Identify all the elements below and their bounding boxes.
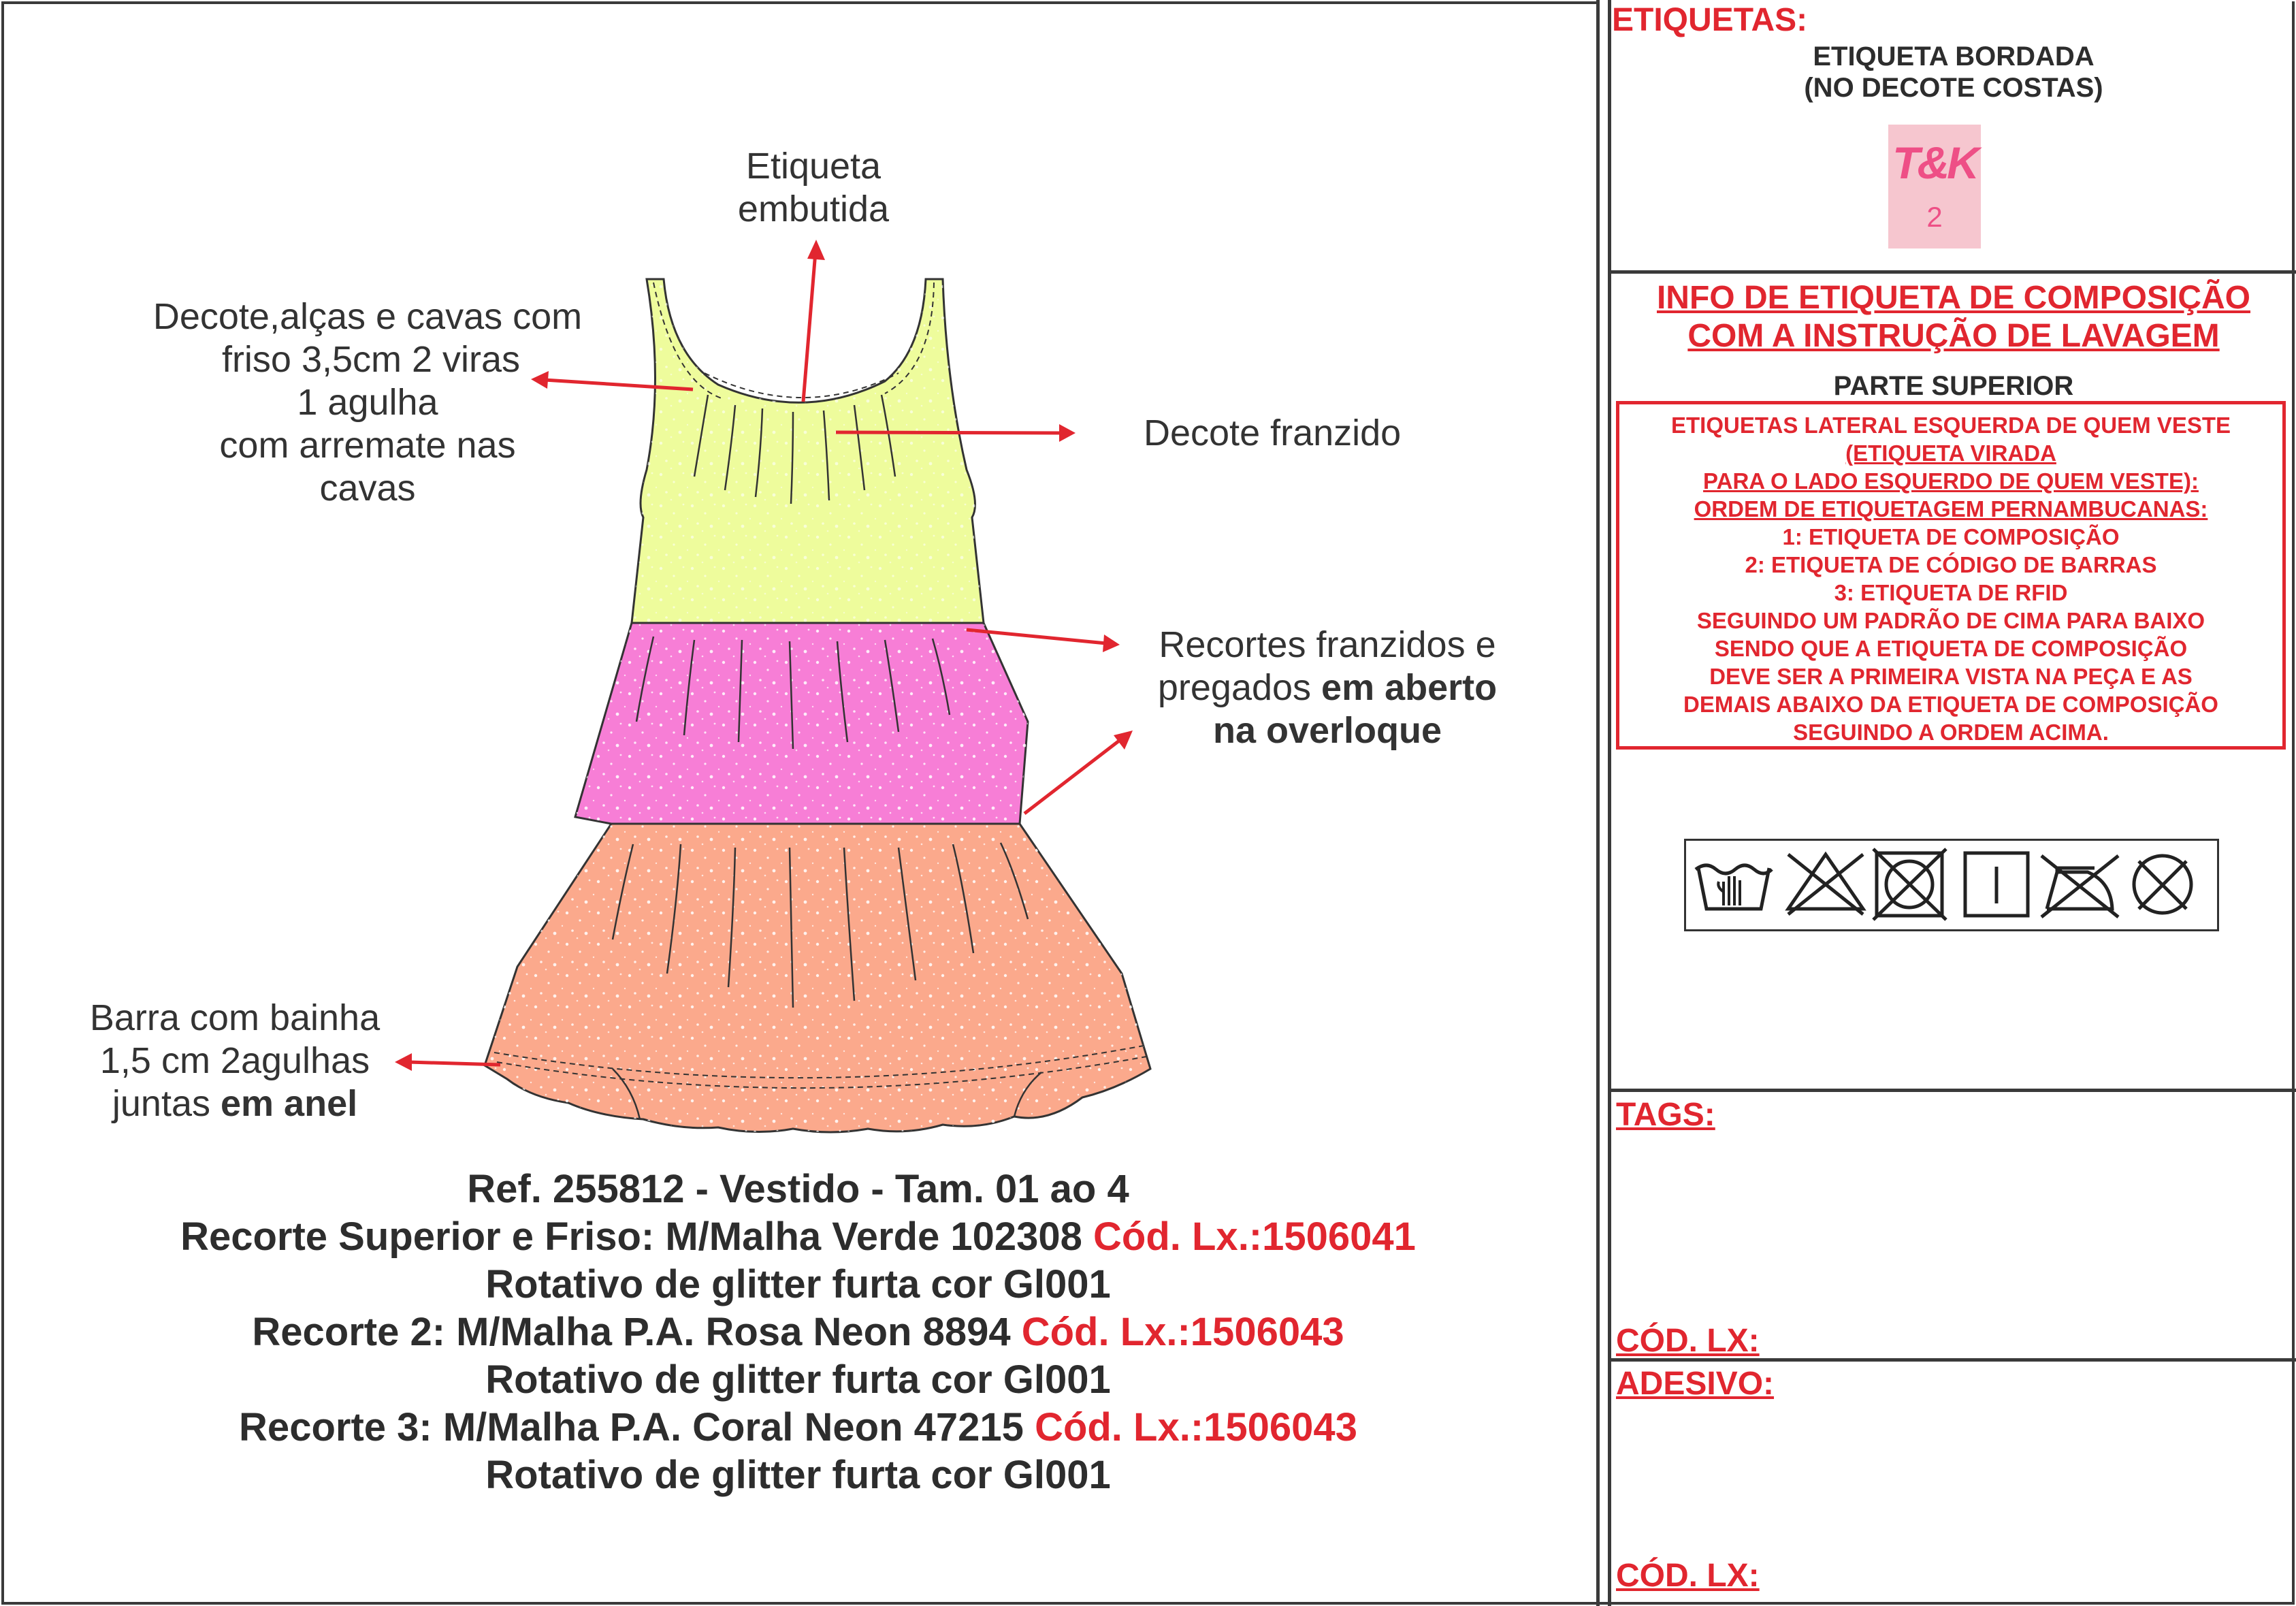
info-line: SEGUINDO UM PADRÃO DE CIMA PARA BAIXO [1696, 608, 2205, 633]
annotation-line: embutida [737, 189, 890, 229]
panel-divider-inner [1608, 0, 1611, 1606]
annotation-barra [75, 997, 395, 1125]
caption-line: (NO DECOTE COSTAS) [1804, 73, 2103, 103]
info-title [1611, 279, 2296, 355]
care-symbols [1686, 841, 2217, 929]
annotation-recortes [1130, 624, 1525, 752]
composition-info-box [1616, 401, 2286, 750]
annotation-line: Recortes franzidos e [1159, 624, 1496, 665]
annotation-line: Barra com bainha [89, 997, 381, 1038]
spec-code: Cód. Lx.:1506043 [1035, 1405, 1357, 1449]
info-title-line: INFO DE ETIQUETA DE COMPOSIÇÃO [1656, 280, 2251, 316]
annotation-bold: em aberto [1321, 667, 1498, 708]
annotation-line: com arremate nas [219, 425, 516, 466]
info-line: 2: ETIQUETA DE CÓDIGO DE BARRAS [1745, 552, 2157, 577]
info-line: SEGUINDO A ORDEM ACIMA. [1793, 720, 2109, 745]
annotation-line [75, 1082, 395, 1125]
spec-line-recorte-3 [0, 1404, 1596, 1451]
line-dry-icon [1965, 853, 2028, 916]
brand-logo-icon: T&K [1892, 138, 1977, 188]
info-title-line: COM A INSTRUÇÃO DE LAVAGEM [1687, 318, 2220, 354]
hand-wash-icon [1696, 865, 1772, 909]
annotation-decote [129, 295, 606, 510]
brand-label [1888, 125, 1981, 248]
annotation-text: pregados [1157, 667, 1322, 708]
info-line: ORDEM DE ETIQUETAGEM PERNAMBUCANAS: [1694, 496, 2208, 521]
annotation-line: friso 3,5cm 2 viras [221, 339, 521, 380]
adesivo-cod-lx: CÓD. LX: [1616, 1558, 1760, 1594]
annotation-text: juntas [112, 1083, 221, 1124]
info-line: 1: ETIQUETA DE COMPOSIÇÃO [1782, 524, 2120, 549]
no-iron-icon [2041, 856, 2118, 917]
caption-line: ETIQUETA BORDADA [1813, 42, 2095, 71]
label-number: 2 [1926, 201, 1943, 233]
spec-code: Cód. Lx.:1506041 [1093, 1215, 1416, 1259]
panel-hline-2 [1608, 1089, 2296, 1092]
spec-line-rotativo: Rotativo de glitter furta cor Gl001 [485, 1453, 1111, 1497]
info-line: DEMAIS ABAIXO DA ETIQUETA DE COMPOSIÇÃO [1683, 692, 2218, 717]
bottom-tier [485, 824, 1150, 1132]
info-line: PARA O LADO ESQUERDO DE QUEM VESTE): [1703, 468, 2199, 494]
annotation-etiqueta-embutida [701, 145, 926, 231]
spec-line-recorte-superior [0, 1213, 1596, 1261]
care-symbols-box [1684, 839, 2219, 931]
no-tumble-dry-icon [1873, 849, 1946, 920]
annotation-line: Etiqueta [745, 146, 882, 187]
no-bleach-icon [1788, 854, 1863, 914]
annotation-decote-franzido [1144, 412, 1436, 455]
spec-code: Cód. Lx.:1506043 [1021, 1310, 1344, 1354]
panel-divider-outer [1596, 0, 1600, 1606]
spec-line-rotativo: Rotativo de glitter furta cor Gl001 [485, 1262, 1111, 1306]
etiquetas-title: ETIQUETAS: [1612, 2, 1808, 38]
annotation-line [1130, 667, 1525, 709]
info-line: SENDO QUE A ETIQUETA DE COMPOSIÇÃO [1714, 636, 2188, 661]
info-line: DEVE SER A PRIMEIRA VISTA NA PEÇA E AS [1709, 664, 2193, 689]
spec-line-rotativo: Rotativo de glitter furta cor Gl001 [485, 1358, 1111, 1402]
middle-tier [575, 623, 1028, 824]
annotation-line: Decote franzido [1144, 413, 1402, 453]
spec-text: Recorte Superior e Friso: M/Malha Verde 102308 [180, 1215, 1094, 1259]
info-line: 3: ETIQUETA DE RFID [1834, 580, 2068, 605]
spec-line-ref: Ref. 255812 - Vestido - Tam. 01 ao 4 [467, 1167, 1129, 1211]
annotation-line: Decote,alças e cavas com [152, 296, 583, 337]
annotation-line: 1,5 cm 2agulhas [99, 1040, 370, 1081]
annotation-line: 1 agulha [297, 382, 438, 423]
spec-line-recorte-2 [0, 1308, 1596, 1356]
parte-superior-label: PARTE SUPERIOR [1833, 371, 2074, 401]
adesivo-title: ADESIVO: [1616, 1366, 1775, 1402]
panel-hline-1 [1608, 270, 2296, 274]
tags-title: TAGS: [1616, 1097, 1715, 1133]
annotation-line [1130, 709, 1525, 752]
spec-text: Recorte 2: M/Malha P.A. Rosa Neon 8894 [252, 1310, 1022, 1354]
annotation-bold: em anel [221, 1083, 358, 1124]
annotation-bold: na overloque [1212, 710, 1442, 751]
info-line: ETIQUETAS LATERAL ESQUERDA DE QUEM VESTE [1670, 413, 2231, 438]
no-dry-clean-icon [2134, 856, 2191, 913]
spec-text: Recorte 3: M/Malha P.A. Coral Neon 47215 [239, 1405, 1035, 1449]
tags-cod-lx: CÓD. LX: [1616, 1323, 1760, 1359]
info-line: (ETIQUETA VIRADA [1845, 440, 2056, 466]
etiqueta-bordada-caption [1611, 41, 2296, 103]
annotation-line: cavas [319, 468, 416, 509]
